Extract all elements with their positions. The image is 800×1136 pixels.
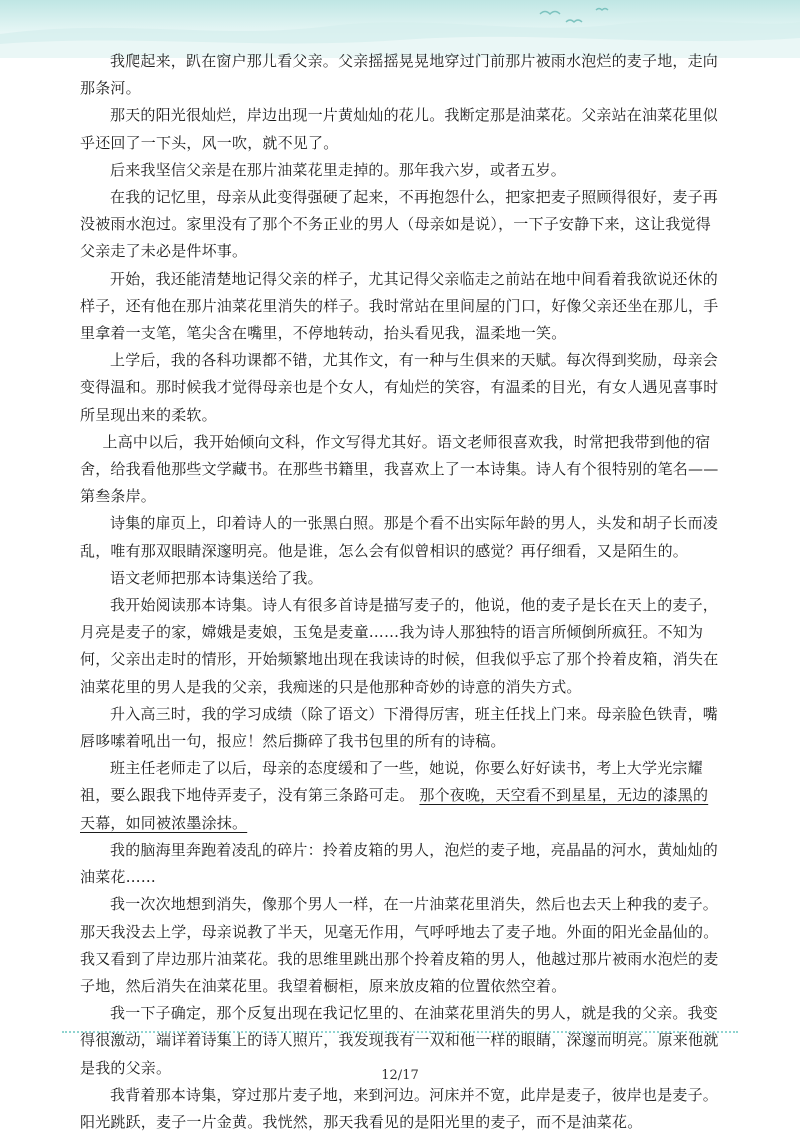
paragraph: 我一下子确定，那个反复出现在我记忆里的、在油菜花里消失的男人，就是我的父亲。我变得很激动，端详着诗集上的诗人照片，我发现我有一双和他一样的眼睛，深邃而明亮。原来他就是我的父亲。 bbox=[80, 1004, 719, 1077]
underlined-sentence: 那个夜晚，天空看不到星星，无边的漆黑的天幕，如同被浓墨涂抹。 bbox=[80, 786, 709, 832]
paragraph: 我爬起来，趴在窗户那儿看父亲。父亲摇摇晃晃地穿过门前那片被雨水泡烂的麦子地，走向那条河。 bbox=[80, 52, 719, 98]
document-body bbox=[80, 48, 720, 1136]
paragraph-text: 班主任老师走了以后，母亲的态度缓和了一些，她说，你要么好好读书，考上大学光宗耀祖，要么跟我下地侍弄麦子，没有第三条路可走。 bbox=[80, 759, 703, 805]
paragraph: 我的脑海里奔跑着凌乱的碎片：拎着皮箱的男人，泡烂的麦子地，亮晶晶的河水，黄灿灿的油菜花…… bbox=[80, 840, 719, 887]
paragraph: 在我的记忆里，母亲从此变得强硬了起来，不再抱怨什么，把家把麦子照顾得很好，麦子再没被雨水泡过。家里没有了那个不务正业的男人（母亲如是说），一下子安静下来，这让我觉得父亲走了未必是件坏事。 bbox=[80, 188, 719, 261]
paragraph: 上学后，我的各科功课都不错，尤其作文，有一种与生俱来的天赋。每次得到奖励，母亲会变得温和。那时候我才觉得母亲也是个女人，有灿烂的笑容，有温柔的目光，有女人遇见喜事时所呈现出来的柔软。 bbox=[80, 351, 719, 424]
footer-divider bbox=[62, 1031, 738, 1033]
paragraph: 我背着那本诗集，穿过那片麦子地，来到河边。河床并不宽，此岸是麦子，彼岸也是麦子。阳光跳跃，麦子一片金黄。我恍然，那天我看见的是阳光里的麦子，而不是油菜花。 bbox=[80, 1085, 719, 1131]
paragraph: 诗集的扉页上，印着诗人的一张黑白照。那是个看不出实际年龄的男人，头发和胡子长而凌乱，唯有那双眼睛深邃明亮。他是谁，怎么会有似曾相识的感觉？再仔细看，又是陌生的。 bbox=[80, 514, 719, 560]
paragraph: 开始，我还能清楚地记得父亲的样子，尤其记得父亲临走之前站在地中间看着我欲说还休的样子，还有他在那片油菜花里消失的样子。我时常站在里间屋的门口，好像父亲还坐在那儿，手里拿着一支笔，笔尖含在嘴里，不停地转动，抬头看见我，温柔地一笑。 bbox=[80, 269, 719, 343]
page-number: 12/17 bbox=[381, 1068, 419, 1083]
bird-icon bbox=[540, 9, 608, 23]
paragraph: 语文老师把那本诗集送给了我。 bbox=[110, 568, 323, 587]
paragraph: 后来我坚信父亲是在那片油菜花里走掉的。那年我六岁，或者五岁。 bbox=[110, 160, 567, 179]
paragraph: 升入高三时，我的学习成绩（除了语文）下滑得厉害，班主任找上门来。母亲脸色铁青，嘴唇哆嗦着吼出一句，报应！然后撕碎了我书包里的所有的诗稿。 bbox=[80, 704, 719, 751]
paragraph: 我开始阅读那本诗集。诗人有很多首诗是描写麦子的，他说，他的麦子是长在天上的麦子，月亮是麦子的家，嫦娥是麦娘，玉兔是麦童……我为诗人那独特的语言所倾倒所疯狂。不知为何，父亲出走时的情形，开始频繁地出现在我读诗的时候，但我似乎忘了那个拎着皮箱，消失在油菜花里的男人是我的父亲，我痴迷的只是他那种奇妙的诗意的消失方式。 bbox=[80, 596, 719, 696]
paragraph: 上高中以后，我开始倾向文科，作文写得尤其好。语文老师很喜欢我，时常把我带到他的宿舍，给我看他那些文学藏书。在那些书籍里，我喜欢上了一本诗集。诗人有个很特别的笔名——第叁条岸。 bbox=[80, 432, 719, 506]
paragraph: 我一次次地想到消失，像那个男人一样，在一片油菜花里消失，然后也去天上种我的麦子。那天我没去上学，母亲说教了半天，见毫无作用，气呼呼地去了麦子地。外面的阳光金晶仙的。我又看到了岸边那片油菜花。我的思维里跳出那个拎着皮箱的男人，他越过那片被雨水泡烂的麦子地，然后消失在油菜花里。我望着橱柜，原来放皮箱的位置依然空着。 bbox=[80, 895, 719, 995]
paragraph bbox=[80, 755, 720, 837]
paragraph: 那天的阳光很灿烂，岸边出现一片黄灿灿的花儿。我断定那是油菜花。父亲站在油菜花里似乎还回了一下头，风一吹，就不见了。 bbox=[80, 106, 719, 152]
